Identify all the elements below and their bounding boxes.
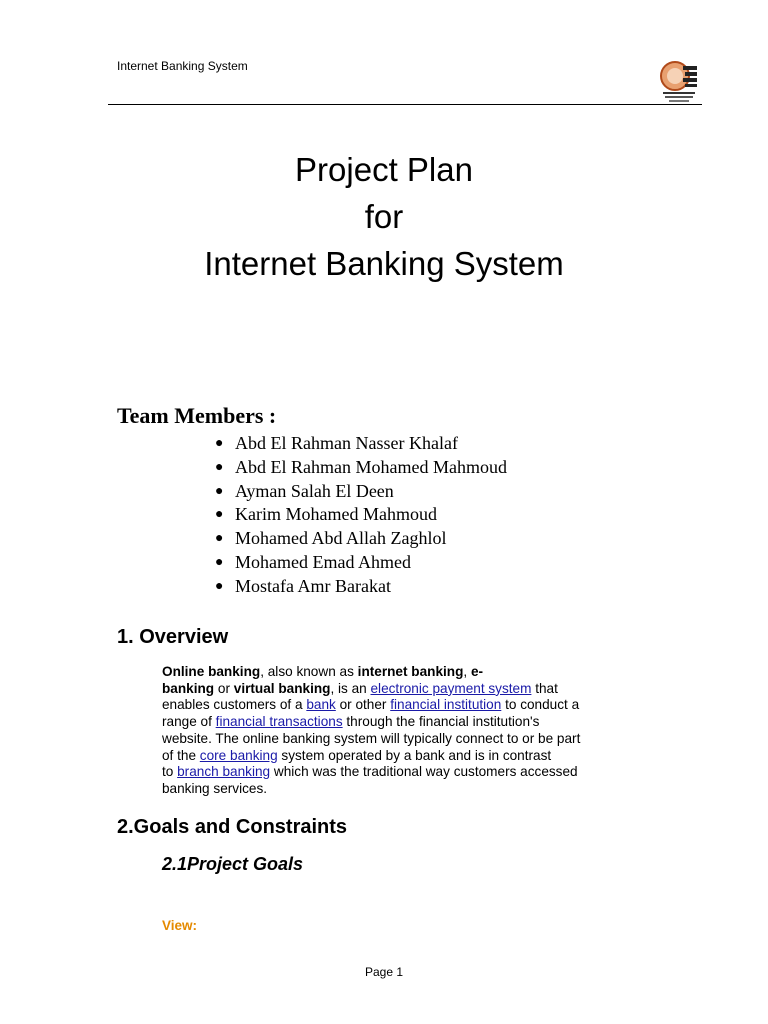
header-title: Internet Banking System: [117, 59, 248, 73]
bullet-icon: ●: [215, 507, 224, 523]
title-line-1: Project Plan: [295, 151, 473, 188]
overview-heading: 1. Overview: [117, 626, 229, 648]
project-goals-subheading: 2.1Project Goals: [162, 854, 304, 874]
page-number: Page 1: [364, 965, 404, 979]
title-line-3: Internet Banking System: [204, 245, 564, 282]
bullet-icon: ●: [215, 578, 224, 594]
link-financial-institution[interactable]: financial institution: [390, 697, 502, 713]
link-core-banking[interactable]: core banking: [199, 747, 278, 763]
team-member-item: ● Abd El Rahman Nasser Khalaf: [215, 432, 507, 456]
team-member-item: ● Karim Mohamed Mahmoud: [215, 503, 507, 527]
view-label: View:: [162, 918, 198, 933]
team-heading: Team Members :: [117, 403, 277, 428]
link-financial-transactions[interactable]: financial transactions: [215, 714, 343, 730]
link-electronic-payment-system[interactable]: electronic payment system: [370, 680, 532, 696]
institution-logo-icon: [657, 58, 701, 104]
team-member-item: ● Ayman Salah El Deen: [215, 480, 507, 504]
link-branch-banking[interactable]: branch banking: [177, 764, 271, 780]
goals-heading: 2.Goals and Constraints: [117, 816, 348, 838]
title-line-2: for: [364, 198, 404, 235]
bullet-icon: ●: [215, 483, 224, 499]
bullet-icon: ●: [215, 554, 224, 570]
team-member-item: ● Mostafa Amr Barakat: [215, 575, 507, 599]
header-divider: [108, 104, 702, 105]
link-bank[interactable]: bank: [306, 697, 336, 713]
team-member-item: ● Abd El Rahman Mohamed Mahmoud: [215, 456, 507, 480]
team-member-list: [215, 432, 507, 599]
bullet-icon: ●: [215, 459, 224, 475]
bullet-icon: ●: [215, 531, 224, 547]
team-member-item: ● Mohamed Emad Ahmed: [215, 551, 507, 575]
bullet-icon: ●: [215, 436, 224, 451]
overview-paragraph: Online banking, also known as internet banking, e- banking or virtual banking, is an electronic payment system that enables customers of a bank or other financial institution to conduct a range of financial transactions through the financial institution's website. The online banking system will typically connect to or be part of the core banking system operated by a bank and is in contrast to branch banking which was the traditional way customers accessed banking services.: [162, 664, 581, 796]
team-member-item: ● Mohamed Abd Allah Zaghlol: [215, 527, 507, 551]
